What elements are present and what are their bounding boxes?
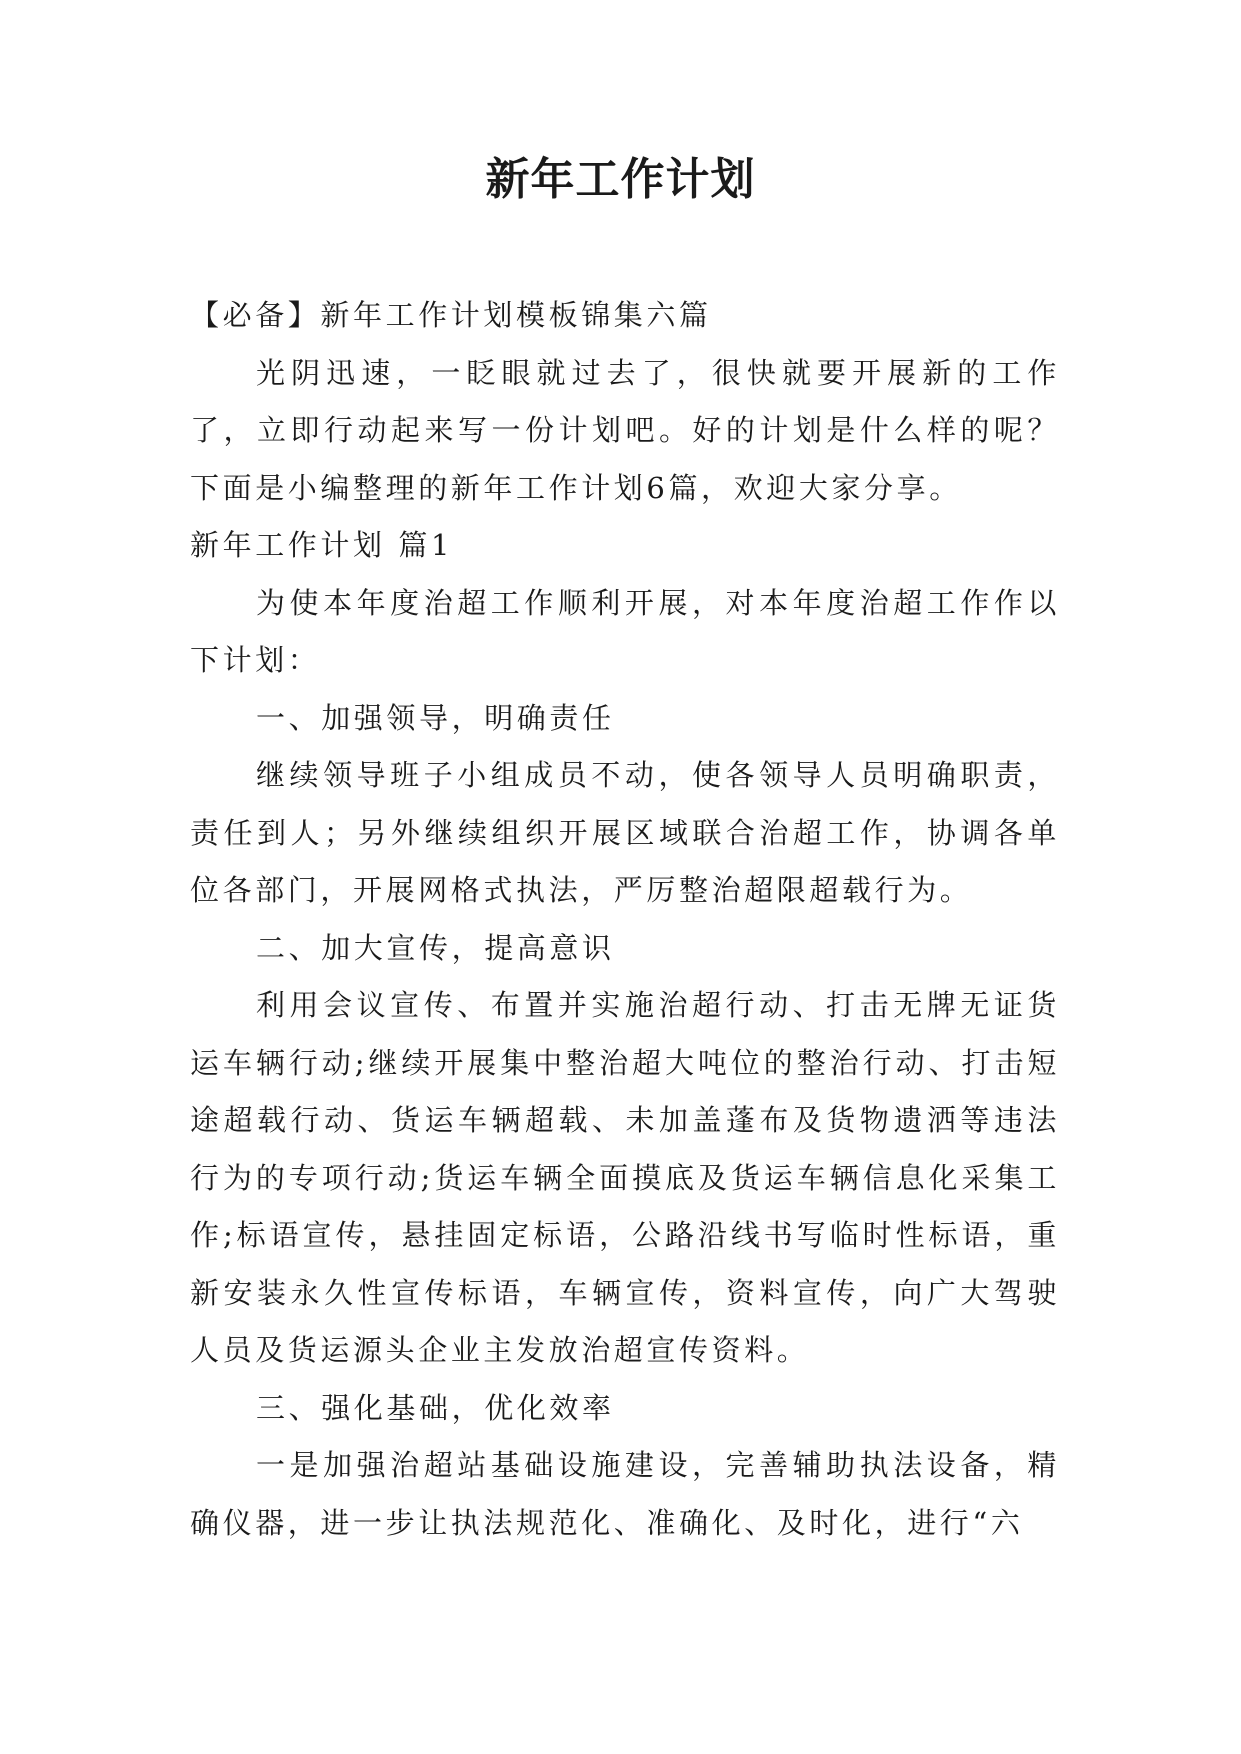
paragraph-leadership: 继续领导班子小组成员不动，使各领导人员明确职责，责任到人；另外继续组织开展区域联合治超工作，协调各单位各部门，开展网格式执法，严厉整治超限超载行为。 [190, 758, 1060, 907]
document-body [190, 287, 1060, 1552]
paragraph-intro: 光阴迅速，一眨眼就过去了，很快就要开展新的工作了，立即行动起来写一份计划吧。好的计划是什么样的呢？下面是小编整理的新年工作计划6篇，欢迎大家分享。 [190, 355, 1060, 505]
document-title: 新年工作计划 [485, 154, 756, 205]
paragraph-subtitle: 【必备】新年工作计划模板锦集六篇 [190, 298, 712, 332]
subheading-2: 二、加大宣传，提高意识 [256, 930, 615, 965]
paragraph-publicity: 利用会议宣传、布置并实施治超行动、打击无牌无证货运车辆行动;继续开展集中整治超大吨位的整治行动、打击短途超载行动、货运车辆超载、未加盖蓬布及货物遗洒等违法行为的专项行动;货运车辆全面摸底及货运车辆信息化采集工作;标语宣传，悬挂固定标语，公路沿线书写临时性标语，重新安装永久性宣传标语，车辆宣传，资料宣传，向广大驾驶人员及货运源头企业主发放治超宣传资料。 [190, 988, 1060, 1367]
section-heading-part-1: 新年工作计划 篇1 [190, 528, 454, 562]
subheading-1: 一、加强领导，明确责任 [256, 700, 615, 735]
paragraph-plan-intro: 为使本年度治超工作顺利开展，对本年度治超工作作以下计划： [190, 585, 1060, 677]
subheading-3: 三、强化基础，优化效率 [256, 1390, 615, 1425]
paragraph-infrastructure: 一是加强治超站基础设施建设，完善辅助执法设备，精确仪器，进一步让执法规范化、准确化、及时化，进行“六 [190, 1448, 1060, 1540]
